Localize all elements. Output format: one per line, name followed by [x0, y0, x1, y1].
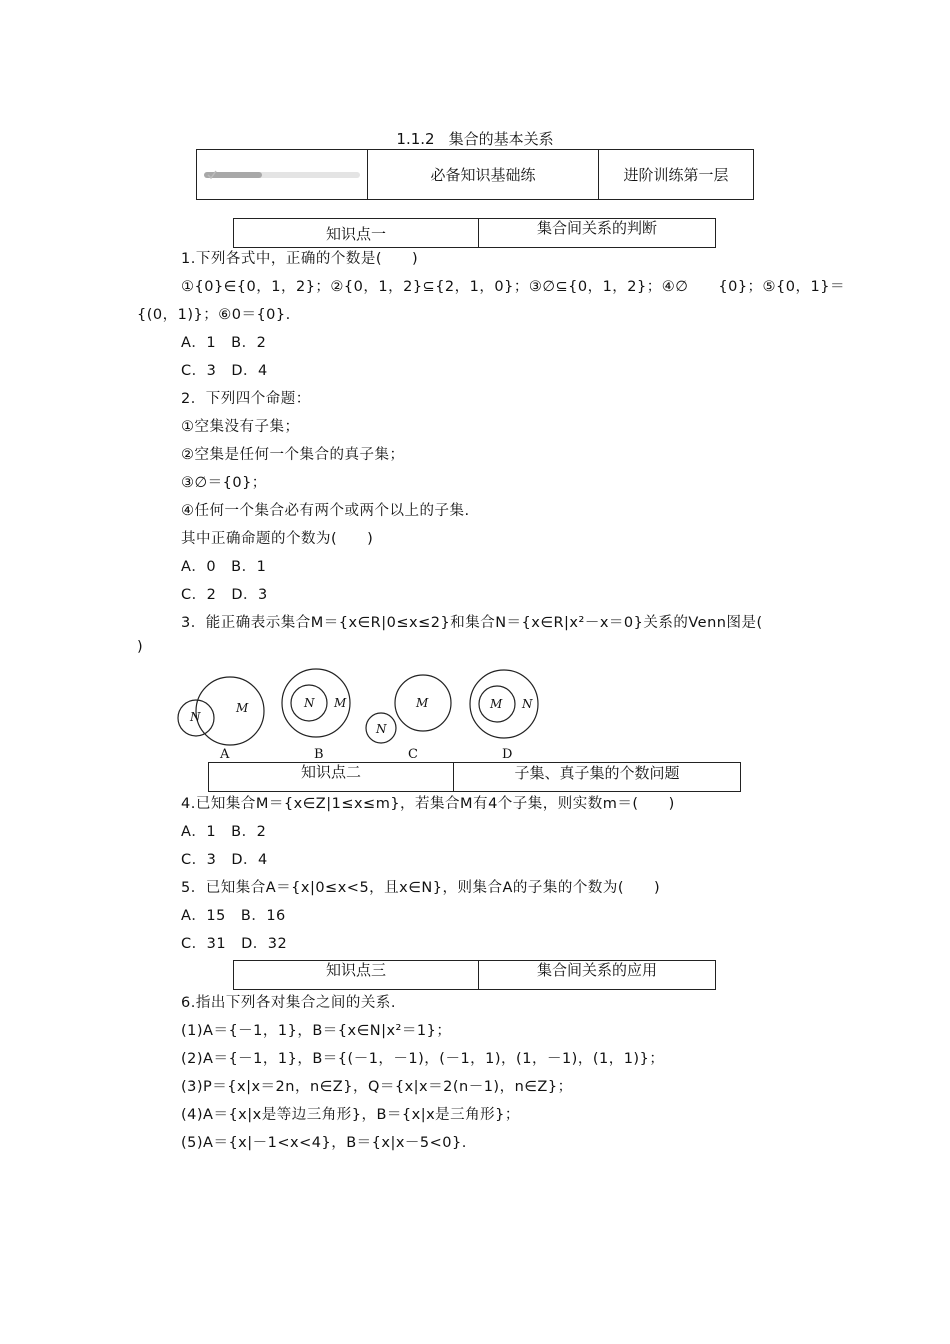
kp3-topic: 集合间关系的应用 — [536, 961, 657, 979]
q3-stem-end: ) — [137, 639, 144, 655]
q2-item-1: ①空集没有子集； — [181, 419, 300, 435]
q1-stem: 1.下列各式中，正确的个数是( ) — [181, 251, 419, 267]
q5-options-cd: C．31 D．32 — [181, 936, 288, 952]
q1-options-ab: A．1 B．2 — [181, 335, 267, 351]
kp2-label: 知识点二 — [209, 763, 454, 791]
venn-label-a: A — [220, 747, 230, 762]
q6-part-3: (3)P＝{x|x＝2n，n∈Z}，Q＝{x|x＝2(n－1)，n∈Z}； — [181, 1079, 573, 1095]
kp1-topic: 集合间关系的判断 — [536, 219, 657, 237]
page-title — [0, 128, 950, 149]
q2-item-2: ②空集是任何一个集合的真子集； — [181, 447, 405, 463]
q6-stem: 6.指出下列各对集合之间的关系. — [181, 995, 396, 1011]
q4-stem: 4.已知集合M＝{x∈Z|1≤x≤m}，若集合M有4个子集，则实数m＝( ) — [181, 796, 675, 812]
venn-a-m-label: M — [236, 701, 249, 715]
venn-c-n-label: N — [376, 722, 387, 736]
q4-options-ab: A．1 B．2 — [181, 824, 267, 840]
venn-a-circle-m — [196, 677, 264, 745]
q6-part-5: (5)A＝{x|－1<x<4}，B＝{x|x－5<0}. — [181, 1135, 467, 1151]
q6-part-2: (2)A＝{－1，1}，B＝{(－1，－1)，(－1，1)，(1，－1)，(1，1)}； — [181, 1051, 665, 1067]
venn-a-n-label: N — [190, 710, 201, 724]
q2-stem: 2．下列四个命题： — [181, 391, 311, 407]
q3-stem: 3．能正确表示集合M＝{x∈R|0≤x≤2}和集合N＝{x∈R|x²－x＝0}关系的Venn图是( — [181, 615, 763, 631]
q2-item-4: ④任何一个集合必有两个或两个以上的子集. — [181, 503, 470, 519]
header-advanced: 进阶训练第一层 — [599, 150, 754, 200]
knowledge-point-1 — [233, 218, 716, 248]
venn-d-n-label: N — [522, 697, 533, 711]
section-title: 集合的基本关系 — [448, 130, 554, 148]
venn-d-m-label: M — [490, 697, 503, 711]
q2-item-3: ③∅＝{0}； — [181, 475, 267, 491]
q4-options-cd: C．3 D．4 — [181, 852, 268, 868]
q1-line2: {(0，1)}；⑥0＝{0}. — [137, 307, 291, 323]
kp1-label: 知识点一 — [234, 219, 479, 247]
venn-c-m-label: M — [416, 696, 429, 710]
kp3-label: 知识点三 — [234, 961, 479, 989]
q2-options-ab: A．0 B．1 — [181, 559, 267, 575]
q6-part-1: (1)A＝{－1，1}，B＝{x∈N|x²＝1}； — [181, 1023, 452, 1039]
knowledge-point-3 — [233, 960, 716, 990]
venn-label-c: C — [408, 747, 418, 762]
q1-line1: ①{0}∈{0，1，2}；②{0，1，2}⊆{2，1，0}；③∅⊆{0，1，2}；④∅ {0}；⑤{0，1}＝ — [181, 279, 845, 295]
venn-diagrams — [176, 666, 556, 766]
q1-options-cd: C．3 D．4 — [181, 363, 268, 379]
q2-ask: 其中正确命题的个数为( ) — [181, 531, 374, 547]
q5-stem: 5．已知集合A＝{x|0≤x<5，且x∈N}，则集合A的子集的个数为( ) — [181, 880, 661, 896]
venn-label-d: D — [502, 747, 513, 762]
q5-options-ab: A．15 B．16 — [181, 908, 286, 924]
venn-b-m-label: M — [334, 696, 347, 710]
venn-b-n-label: N — [304, 696, 315, 710]
kp2-topic: 子集、真子集的个数问题 — [514, 764, 680, 782]
q2-options-cd: C．2 D．3 — [181, 587, 268, 603]
venn-label-b: B — [314, 747, 324, 762]
progress-bar — [204, 169, 360, 181]
header-table — [196, 149, 754, 200]
q6-part-4: (4)A＝{x|x是等边三角形}，B＝{x|x是三角形}； — [181, 1107, 520, 1123]
header-basic: 必备知识基础练 — [368, 150, 599, 200]
knowledge-point-2 — [208, 762, 741, 792]
section-number: 1.1.2 — [396, 130, 435, 148]
progress-cell — [197, 150, 368, 200]
